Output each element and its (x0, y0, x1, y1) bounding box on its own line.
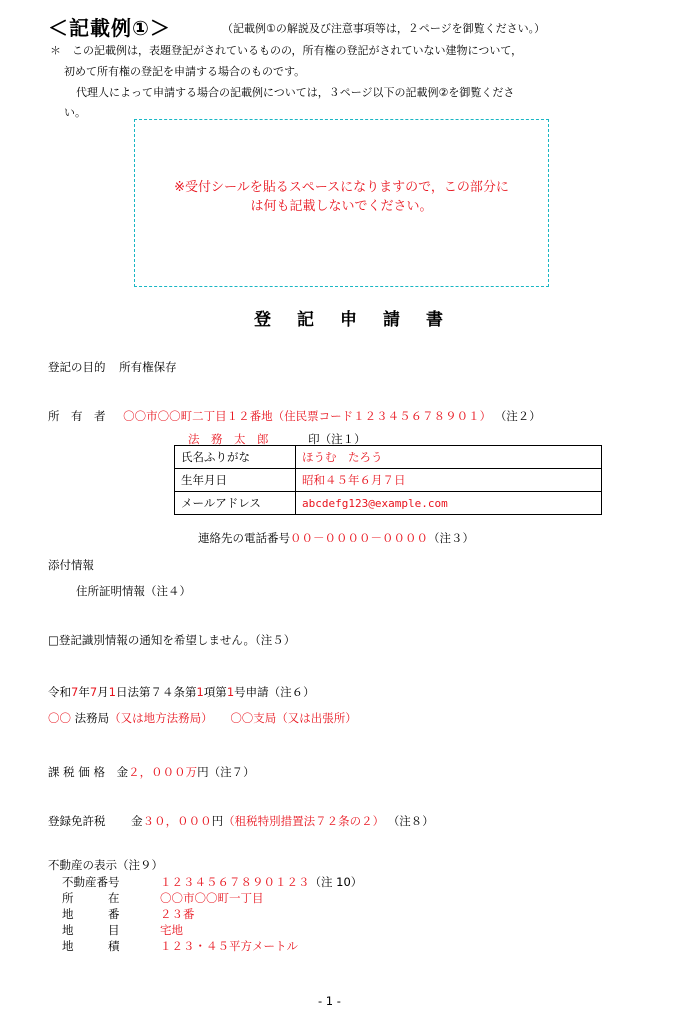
example-title: ＜記載例①＞ (48, 16, 171, 40)
property-value: ２３番 (160, 907, 195, 921)
tax-base-amount: ２，０００万 (128, 765, 198, 779)
furigana-label: 氏名ふりがな (175, 446, 296, 469)
license-tax-line (48, 813, 434, 829)
month-suffix: 月 (97, 685, 109, 699)
intro-line-3: 代理人によって申請する場合の記載例については，３ページ以下の記載例②を御覧くださ (76, 86, 515, 99)
attachments-item: 住所証明情報（注４） (76, 584, 191, 598)
item-value: 1 (226, 685, 235, 699)
license-tax-law: （租税特別措置法７２条の２） (223, 814, 385, 828)
property-value: 〇〇市〇〇町一丁目 (160, 891, 264, 905)
phone-value: ００－００００－００００ (290, 531, 428, 545)
table-row (175, 469, 602, 492)
year-suffix: 年 (78, 685, 90, 699)
tax-base-note: （注７） (208, 765, 255, 779)
office-line (48, 710, 357, 726)
property-label: 不動産番号 (62, 875, 120, 889)
clause-value: 1 (196, 685, 204, 699)
owner-name: 法 務 太 郎 (188, 432, 269, 446)
item-suffix: 号申請（注６） (234, 685, 315, 699)
tax-base-prefix: 金 (116, 765, 129, 779)
property-list (62, 874, 362, 954)
birthdate-label: 生年月日 (175, 469, 296, 492)
era-label: 令和 (48, 685, 71, 699)
attachments-label: 添付情報 (48, 558, 94, 572)
property-value: １２３・４５平方メートル (160, 939, 298, 953)
list-item (62, 874, 362, 890)
intro-line-2: 初めて所有権の登記を申請する場合のものです。 (64, 65, 306, 78)
property-label: 所 在 (62, 891, 120, 905)
property-label: 地 目 (62, 923, 120, 937)
application-line (48, 684, 315, 700)
license-tax-unit: 円 (211, 814, 224, 828)
receipt-seal-area (134, 119, 549, 287)
purpose-row (48, 359, 177, 375)
list-item (62, 906, 362, 922)
list-item (62, 922, 362, 938)
seal-area-line-1: ※受付シールを貼るスペースになりますので，この部分に (174, 180, 509, 195)
property-note: （注 10） (309, 875, 363, 889)
tax-base-line (48, 764, 255, 780)
owner-details-table (174, 445, 602, 515)
birthdate-value: 昭和４５年６月７日 (296, 469, 602, 492)
intro-line-1: ＊ この記載例は，表題登記がされているものの，所有権の登記がされていない建物について， (50, 44, 523, 57)
bureau-name: 法務局 (74, 711, 110, 725)
owner-address-row (48, 408, 541, 424)
tax-base-unit: 円 (197, 765, 209, 779)
day-value: 1 (108, 685, 116, 699)
owner-address-note: （注２） (494, 409, 541, 423)
bureau-prefix: 〇〇 (48, 711, 71, 725)
owner-seal: 印（注１） (308, 432, 366, 446)
purpose-value: 所有権保存 (119, 360, 177, 374)
furigana-value: ほうむ たろう (296, 446, 602, 469)
license-tax-amount: ３０，０００ (142, 814, 212, 828)
seal-area-line-2: は何も記載しないでください。 (250, 199, 433, 214)
license-tax-prefix: 金 (131, 814, 143, 828)
phone-note: （注３） (428, 531, 474, 545)
property-value: 宅地 (160, 923, 183, 937)
owner-address: 〇〇市〇〇町二丁目１２番地（住民票コード１２３４５６７８９０１） (123, 409, 492, 423)
page-number: - 1 - (318, 994, 341, 1008)
table-row (175, 446, 602, 469)
article-text: 日法第７４条第 (115, 685, 197, 699)
property-heading: 不動産の表示（注９） (48, 858, 163, 872)
email-label: メールアドレス (175, 492, 296, 515)
license-tax-note: （注８） (387, 814, 434, 828)
list-item (62, 890, 362, 906)
owner-label: 所 有 者 (48, 409, 106, 423)
month-value: 7 (89, 685, 98, 699)
tax-base-label: 課 税 価 格 (48, 765, 105, 779)
property-value: １２３４５６７８９０１２３ (160, 875, 310, 889)
phone-label: 連絡先の電話番号 (198, 531, 290, 545)
intro-line-4: い。 (64, 106, 86, 119)
license-tax-label: 登録免許税 (48, 814, 106, 828)
list-item (62, 938, 362, 954)
table-row (175, 492, 602, 515)
clause-suffix: 項第 (203, 685, 227, 699)
seal-area-message (135, 178, 548, 216)
year-value: 7 (71, 685, 79, 699)
notification-option: □登記識別情報の通知を希望しません。（注５） (48, 633, 296, 647)
document-title: 登記申請書 (254, 310, 469, 330)
purpose-label: 登記の目的 (48, 360, 106, 374)
example-note: （記載例①の解説及び注意事項等は，２ページを御覧ください。） (222, 22, 546, 35)
property-label: 地 番 (62, 907, 120, 921)
property-label: 地 積 (62, 939, 120, 953)
email-value: abcdefg123@example.com (296, 492, 602, 515)
branch-office: 〇〇支局（又は出張所） (230, 711, 357, 725)
phone-row (198, 530, 474, 546)
bureau-alt: （又は地方法務局） (109, 711, 213, 725)
